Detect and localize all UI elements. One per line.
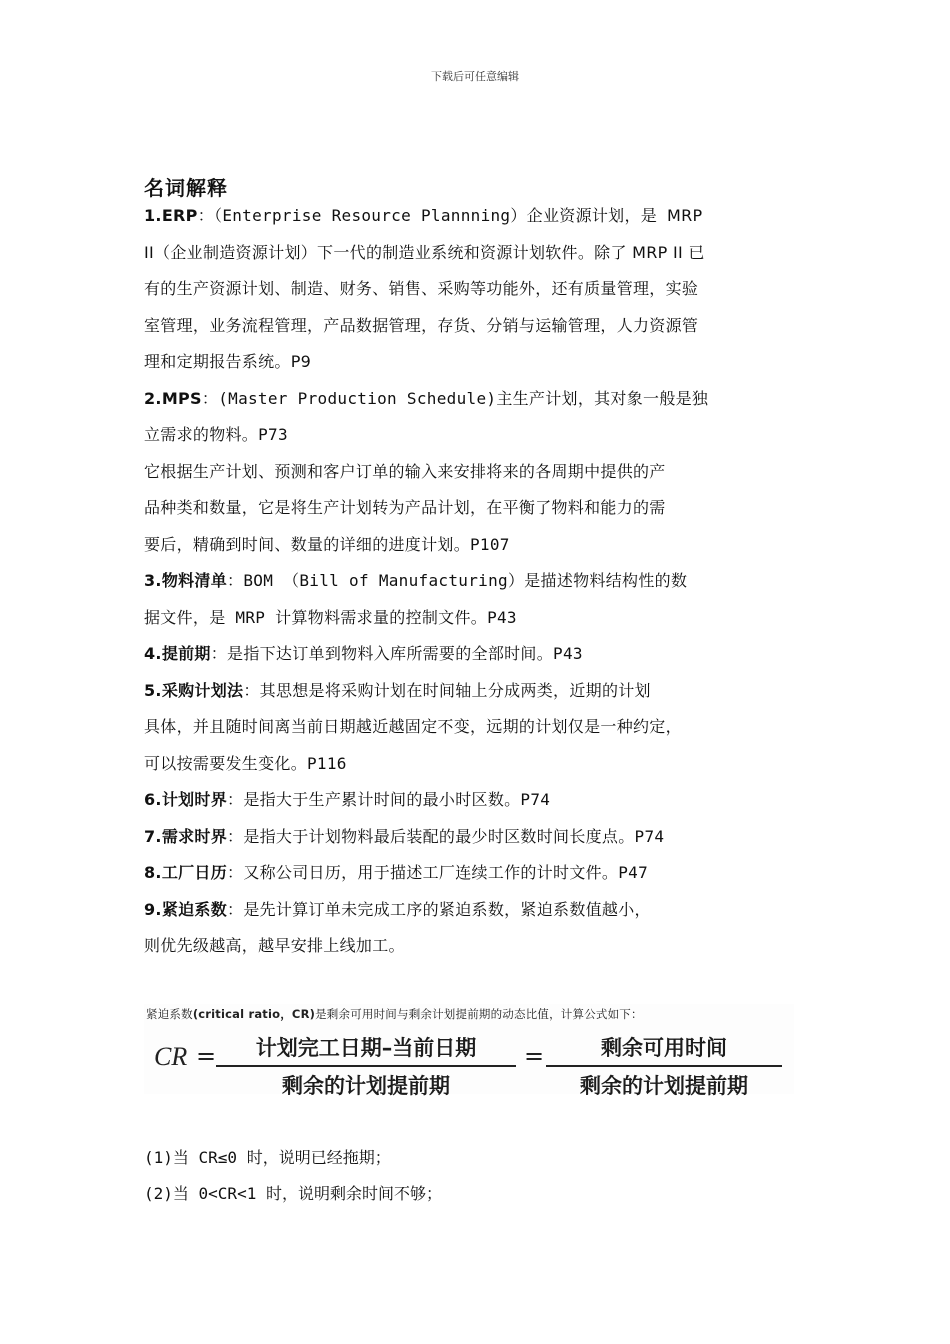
definition-text: II（企业制造资源计划）下一代的制造业系统和资源计划软件。除了 MRP II 已	[144, 242, 705, 262]
separator: ：	[243, 680, 260, 700]
caption-suffix: 是剩余可用时间与剩余计划提前期的动态比值，计算公式如下：	[315, 1007, 643, 1021]
item-number: 5.	[144, 680, 162, 700]
definition-extra: MRP	[667, 206, 703, 225]
separator: ：	[227, 899, 244, 919]
item-number: 8.	[144, 863, 162, 882]
glossary-line	[144, 417, 824, 454]
glossary-line	[144, 636, 824, 673]
term-label: MPS	[161, 388, 202, 408]
separator: ：	[227, 826, 244, 846]
term-label: 需求时界	[161, 826, 228, 846]
item-number: 4.	[144, 644, 162, 663]
definition-text: 立需求的物料。P73	[144, 425, 288, 444]
term-label: 工厂日历	[161, 863, 228, 882]
term-label: 采购计划法	[161, 680, 244, 700]
definition-text: 据文件，是 MRP 计算物料需求量的控制文件。P43	[144, 607, 517, 627]
condition-list	[144, 1140, 442, 1212]
separator: ：	[227, 790, 244, 809]
glossary-line	[144, 344, 824, 381]
glossary-line	[144, 673, 824, 710]
definition-text: 品种类和数量，它是将生产计划转为产品计划，在平衡了物料和能力的需	[144, 498, 666, 517]
definition-text: 具体，并且随时间离当前日期越近越固定不变，远期的计划仅是一种约定，	[144, 717, 682, 736]
glossary-line	[144, 563, 824, 600]
item-number: 6.	[144, 790, 162, 809]
fraction-right-denominator: 剩余的计划提前期	[580, 1074, 748, 1098]
term-label: 紧迫系数	[161, 899, 228, 919]
item-number: 7.	[144, 826, 162, 846]
item-number: 1.	[144, 206, 162, 225]
condition-item: (1)当 CR≤0 时，说明已经拖期；	[144, 1148, 391, 1167]
definition-text: 是指下达订单到物料入库所需要的全部时间。P43	[227, 644, 583, 663]
definition-text: 是指大于生产累计时间的最小时区数。P74	[243, 790, 551, 809]
term-label: ERP	[161, 206, 198, 225]
glossary-line	[144, 600, 824, 637]
glossary-line	[144, 308, 824, 345]
definition-text: 可以按需要发生变化。P116	[144, 753, 347, 773]
fraction-right	[546, 1032, 782, 1100]
glossary-body	[144, 198, 824, 965]
fraction-left-denominator: 剩余的计划提前期	[282, 1074, 450, 1098]
glossary-line	[144, 892, 824, 929]
item-number: 2.	[144, 388, 162, 408]
definition-text: 它根据生产计划、预测和客户订单的输入来安排将来的各周期中提供的产	[144, 461, 666, 481]
glossary-line	[144, 527, 824, 564]
glossary-line	[144, 490, 824, 527]
definition-text: 是先计算订单未完成工序的紧迫系数，紧迫系数值越小，	[243, 899, 651, 919]
glossary-line	[144, 819, 824, 856]
caption-bold: (critical ratio，CR)	[192, 1007, 316, 1021]
definition-text: （Enterprise Resource Plannning）企业资源计划，是	[214, 206, 667, 225]
glossary-line	[144, 782, 824, 819]
definition-text: (Master Production Schedule)主生产计划，其对象一般是独	[218, 388, 709, 408]
glossary-line	[144, 928, 824, 965]
page-title: 名词解释	[144, 176, 228, 200]
glossary-line	[144, 454, 824, 491]
definition-text: 是指大于计划物料最后装配的最少时区数时间长度点。P74	[243, 826, 665, 846]
definition-text: 又称公司日历，用于描述工厂连续工作的计时文件。P47	[243, 863, 649, 882]
formula-caption	[146, 1006, 643, 1022]
definition-text: BOM （Bill of Manufacturing）是描述物料结构性的数	[243, 571, 688, 590]
glossary-line	[144, 746, 824, 783]
glossary-line	[144, 855, 824, 892]
definition-text: 其思想是将采购计划在时间轴上分成两类，近期的计划	[259, 680, 651, 700]
item-number: 3.	[144, 571, 162, 590]
glossary-line	[144, 271, 824, 308]
separator: ：	[227, 571, 244, 590]
term-label: 计划时界	[161, 790, 228, 809]
condition-item: (2)当 0<CR<1 时，说明剩余时间不够；	[144, 1184, 442, 1203]
definition-text: 理和定期报告系统。P9	[144, 352, 312, 371]
equals-sign: =	[196, 1042, 217, 1070]
separator: ：	[201, 388, 219, 408]
separator: ：	[197, 206, 215, 225]
fraction-left-numerator: 计划完工日期–当前日期	[255, 1036, 477, 1060]
term-label: 物料清单	[161, 571, 228, 590]
caption-prefix: 紧迫系数	[146, 1007, 193, 1021]
glossary-line	[144, 381, 824, 418]
separator: ：	[227, 863, 244, 882]
fraction-left	[216, 1032, 516, 1100]
critical-ratio-formula-image	[144, 1004, 794, 1098]
glossary-line	[144, 709, 824, 746]
fraction-right-numerator: 剩余可用时间	[601, 1036, 727, 1060]
definition-text: 有的生产资源计划、制造、财务、销售、采购等功能外，还有质量管理，实验	[144, 279, 699, 298]
glossary-line	[144, 235, 824, 272]
definition-text: 室管理，业务流程管理，产品数据管理，存货、分销与运输管理，人力资源管	[144, 315, 699, 335]
header-note: 下载后可任意编辑	[431, 70, 519, 83]
glossary-line	[144, 198, 824, 235]
definition-text: 则优先级越高，越早安排上线加工。	[144, 936, 405, 955]
definition-text: 要后，精确到时间、数量的详细的进度计划。P107	[144, 534, 510, 554]
separator: ：	[210, 644, 228, 663]
term-label: 提前期	[161, 644, 211, 663]
cr-symbol: CR	[154, 1042, 188, 1071]
equals-sign: =	[524, 1042, 545, 1070]
item-number: 9.	[144, 899, 162, 919]
